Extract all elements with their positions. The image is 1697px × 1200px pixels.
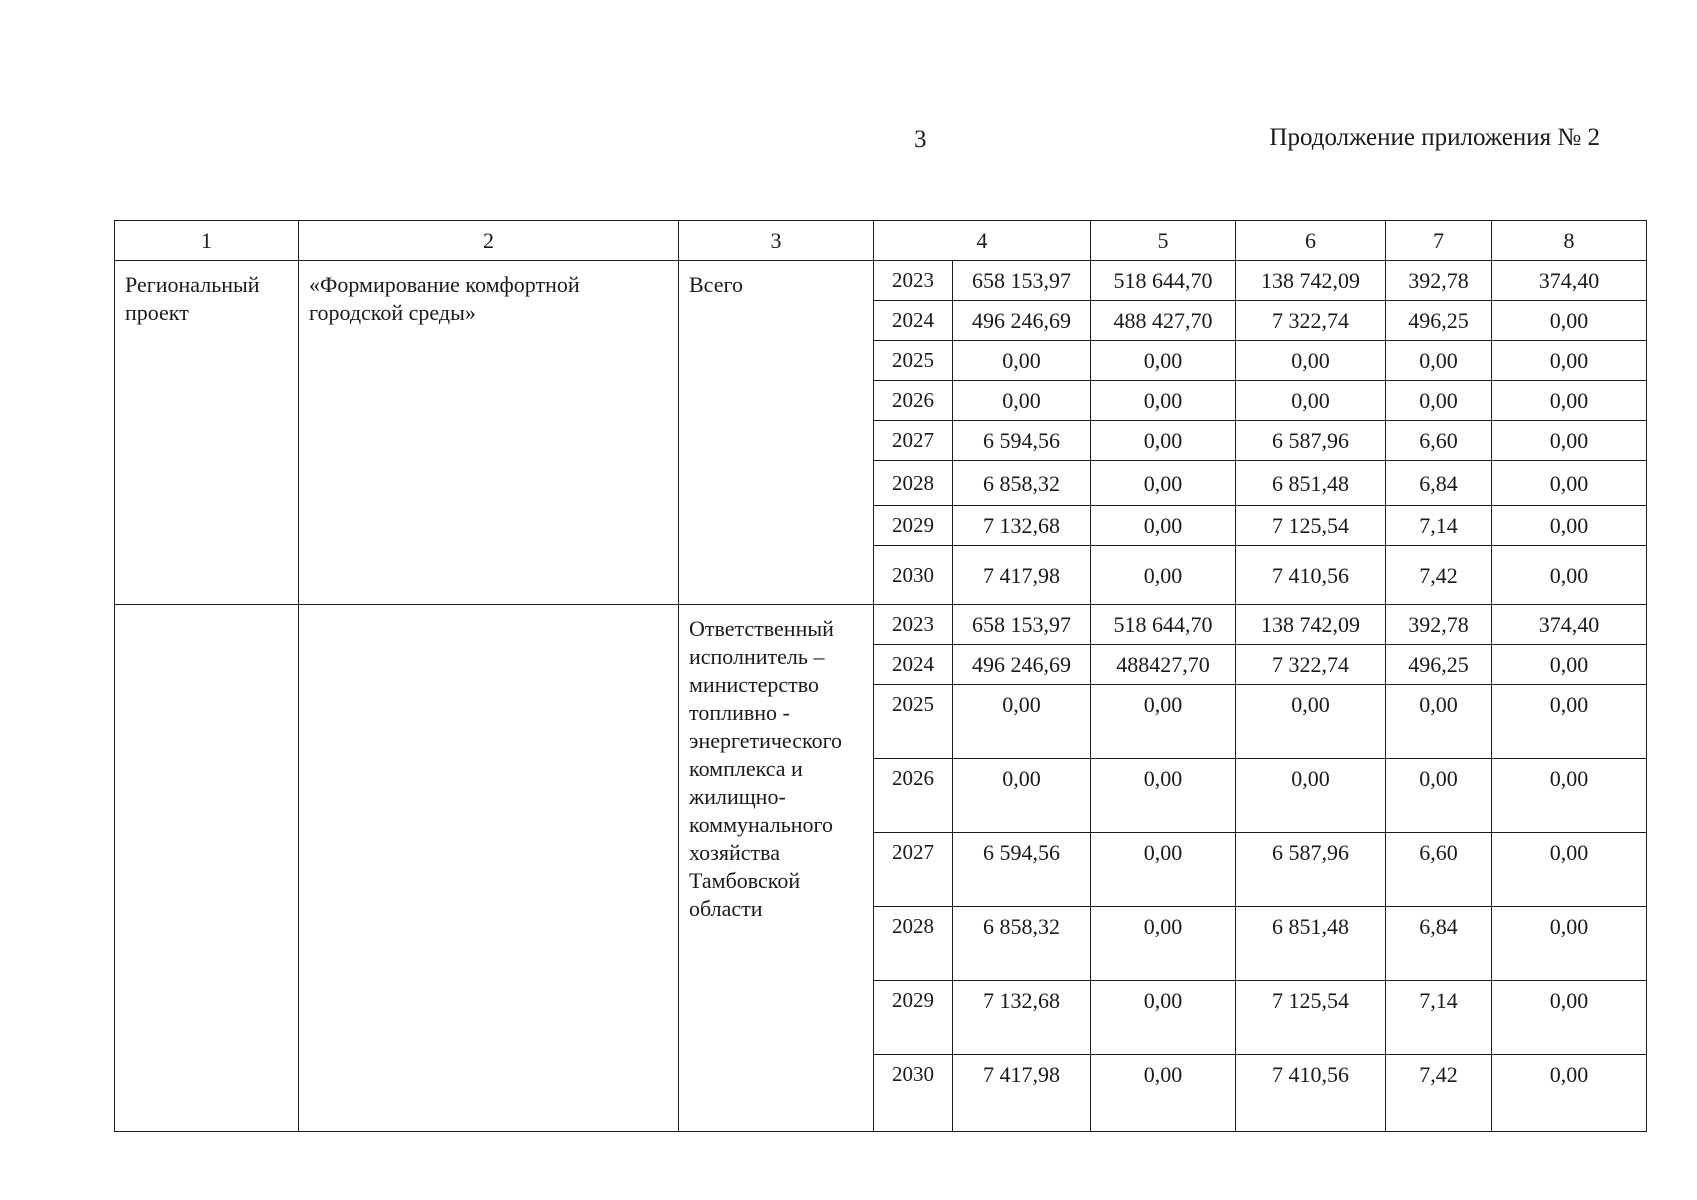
value-cell: 496,25	[1386, 645, 1492, 685]
group-total	[115, 261, 1647, 605]
value-cell: 7,14	[1386, 506, 1492, 546]
column-header: 2	[299, 221, 679, 261]
value-cell: 0,00	[1492, 685, 1647, 759]
value-cell: 0,00	[1091, 461, 1236, 506]
value-cell: 0,00	[1492, 981, 1647, 1055]
budget-table	[114, 220, 1647, 1132]
value-cell: 0,00	[1386, 381, 1492, 421]
column-header: 5	[1091, 221, 1236, 261]
value-cell: 0,00	[1492, 645, 1647, 685]
value-cell: 0,00	[1492, 421, 1647, 461]
value-cell: 0,00	[1091, 506, 1236, 546]
value-cell: 518 644,70	[1091, 261, 1236, 301]
year-cell: 2027	[874, 421, 953, 461]
column-header: 1	[115, 221, 299, 261]
value-cell: 0,00	[953, 341, 1091, 381]
year-cell: 2024	[874, 301, 953, 341]
value-cell: 392,78	[1386, 261, 1492, 301]
year-cell: 2023	[874, 605, 953, 645]
value-cell: 374,40	[1492, 261, 1647, 301]
column-header: 4	[874, 221, 1091, 261]
project-type-cell: Региональный проект	[115, 261, 299, 605]
value-cell: 0,00	[1091, 833, 1236, 907]
project-name-cell	[299, 605, 679, 1132]
value-cell: 0,00	[1091, 907, 1236, 981]
value-cell: 374,40	[1492, 605, 1647, 645]
year-cell: 2027	[874, 833, 953, 907]
value-cell: 7,42	[1386, 1055, 1492, 1132]
value-cell: 0,00	[1492, 341, 1647, 381]
project-name-cell: «Формирование комфортной городской среды»	[299, 261, 679, 605]
value-cell: 7 417,98	[953, 546, 1091, 605]
year-cell: 2029	[874, 981, 953, 1055]
value-cell: 0,00	[1492, 301, 1647, 341]
value-cell: 7 125,54	[1236, 981, 1386, 1055]
value-cell: 6 594,56	[953, 833, 1091, 907]
value-cell: 488 427,70	[1091, 301, 1236, 341]
value-cell: 7 132,68	[953, 981, 1091, 1055]
value-cell: 7 410,56	[1236, 546, 1386, 605]
value-cell: 7,14	[1386, 981, 1492, 1055]
year-cell: 2025	[874, 685, 953, 759]
table-row	[115, 261, 1647, 301]
value-cell: 0,00	[1492, 546, 1647, 605]
year-cell: 2026	[874, 381, 953, 421]
value-cell: 496 246,69	[953, 301, 1091, 341]
value-cell: 7 410,56	[1236, 1055, 1386, 1132]
page-number: 3	[914, 126, 927, 153]
value-cell: 0,00	[1492, 381, 1647, 421]
value-cell: 7,42	[1386, 546, 1492, 605]
year-cell: 2026	[874, 759, 953, 833]
value-cell: 0,00	[1386, 341, 1492, 381]
group-executor	[115, 605, 1647, 1132]
value-cell: 6,60	[1386, 833, 1492, 907]
year-cell: 2030	[874, 546, 953, 605]
value-cell: 7 417,98	[953, 1055, 1091, 1132]
value-cell: 0,00	[1236, 341, 1386, 381]
value-cell: 0,00	[1492, 833, 1647, 907]
appendix-header: Продолжение приложения № 2	[1269, 124, 1600, 151]
value-cell: 6 587,96	[1236, 421, 1386, 461]
value-cell: 0,00	[1091, 421, 1236, 461]
value-cell: 0,00	[1492, 907, 1647, 981]
value-cell: 138 742,09	[1236, 605, 1386, 645]
header-row	[115, 221, 1647, 261]
year-cell: 2029	[874, 506, 953, 546]
column-header: 8	[1492, 221, 1647, 261]
value-cell: 0,00	[1236, 685, 1386, 759]
value-cell: 658 153,97	[953, 605, 1091, 645]
value-cell: 6 858,32	[953, 461, 1091, 506]
value-cell: 7 132,68	[953, 506, 1091, 546]
value-cell: 138 742,09	[1236, 261, 1386, 301]
value-cell: 658 153,97	[953, 261, 1091, 301]
value-cell: 392,78	[1386, 605, 1492, 645]
value-cell: 0,00	[1091, 685, 1236, 759]
value-cell: 518 644,70	[1091, 605, 1236, 645]
value-cell: 7 322,74	[1236, 645, 1386, 685]
value-cell: 0,00	[1236, 381, 1386, 421]
value-cell: 6,84	[1386, 461, 1492, 506]
value-cell: 0,00	[1492, 461, 1647, 506]
project-type-cell	[115, 605, 299, 1132]
value-cell: 0,00	[1091, 341, 1236, 381]
value-cell: 6,84	[1386, 907, 1492, 981]
value-cell: 0,00	[1492, 759, 1647, 833]
value-cell: 6 858,32	[953, 907, 1091, 981]
year-cell: 2030	[874, 1055, 953, 1132]
table-row	[115, 605, 1647, 645]
year-cell: 2028	[874, 907, 953, 981]
value-cell: 0,00	[1091, 1055, 1236, 1132]
year-cell: 2024	[874, 645, 953, 685]
value-cell: 0,00	[1386, 685, 1492, 759]
value-cell: 0,00	[953, 759, 1091, 833]
column-header: 6	[1236, 221, 1386, 261]
column-header: 7	[1386, 221, 1492, 261]
value-cell: 0,00	[1091, 546, 1236, 605]
value-cell: 0,00	[1386, 759, 1492, 833]
value-cell: 496,25	[1386, 301, 1492, 341]
value-cell: 0,00	[1492, 506, 1647, 546]
value-cell: 6,60	[1386, 421, 1492, 461]
value-cell: 6 851,48	[1236, 461, 1386, 506]
value-cell: 7 125,54	[1236, 506, 1386, 546]
value-cell: 0,00	[1236, 759, 1386, 833]
value-cell: 6 594,56	[953, 421, 1091, 461]
value-cell: 0,00	[1091, 381, 1236, 421]
executor-cell: Ответственный исполнитель – министерство топливно - энергетического комплекса и жилищно-коммунального хозяйства Тамбовской области	[679, 605, 874, 1132]
value-cell: 7 322,74	[1236, 301, 1386, 341]
value-cell: 6 851,48	[1236, 907, 1386, 981]
year-cell: 2025	[874, 341, 953, 381]
column-header: 3	[679, 221, 874, 261]
executor-cell: Всего	[679, 261, 874, 605]
value-cell: 0,00	[1091, 981, 1236, 1055]
value-cell: 488427,70	[1091, 645, 1236, 685]
value-cell: 0,00	[1091, 759, 1236, 833]
value-cell: 0,00	[1492, 1055, 1647, 1132]
value-cell: 0,00	[953, 381, 1091, 421]
value-cell: 0,00	[953, 685, 1091, 759]
year-cell: 2028	[874, 461, 953, 506]
year-cell: 2023	[874, 261, 953, 301]
value-cell: 496 246,69	[953, 645, 1091, 685]
value-cell: 6 587,96	[1236, 833, 1386, 907]
